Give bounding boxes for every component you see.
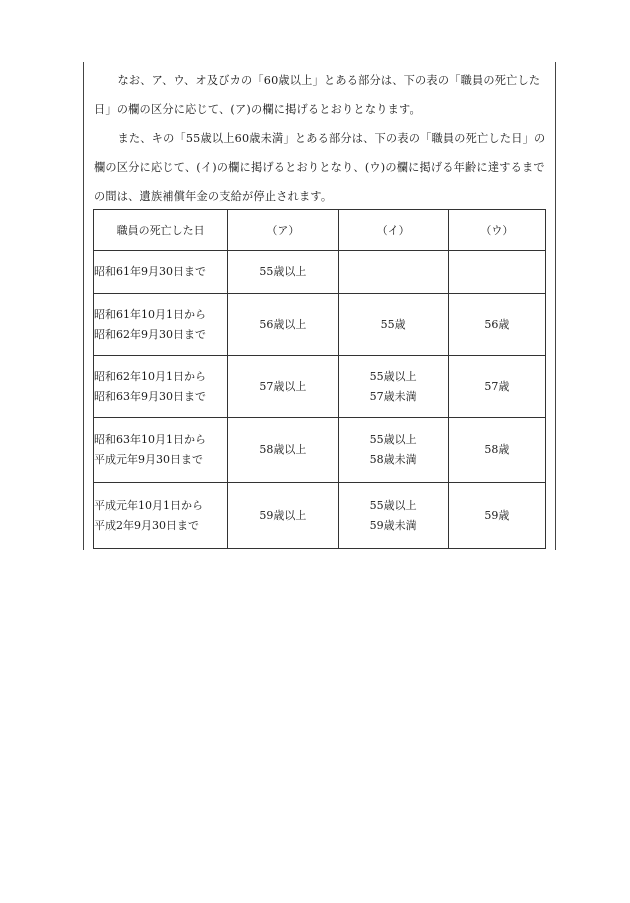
date-line: 昭和61年9月30日まで [94, 265, 206, 278]
date-line: 平成元年9月30日まで [94, 453, 203, 466]
header-column-u: （ウ） [448, 210, 545, 251]
column-u-cell [448, 251, 545, 294]
death-date-cell [94, 483, 228, 549]
age-value: 58歳未満 [369, 453, 417, 466]
column-i-cell [338, 483, 448, 549]
column-a-cell [228, 294, 338, 356]
age-value: 59歳 [484, 508, 510, 522]
age-value: 57歳未満 [369, 389, 417, 403]
column-u-cell [448, 483, 545, 549]
column-i-cell [338, 294, 448, 356]
date-line: 平成元年10月1日から [94, 498, 203, 512]
date-line: 昭和61年10月1日から [94, 307, 206, 321]
header-death-date: 職員の死亡した日 [94, 210, 228, 251]
table-row [94, 356, 546, 418]
table-row [94, 251, 546, 294]
table-row [94, 294, 546, 356]
left-margin-rule [83, 62, 84, 550]
table-row [94, 418, 546, 483]
column-u-cell [448, 356, 545, 418]
paragraph-line: なお、ア、ウ、オ及びカの「60歳以上」とある部分は、下の表の「職員の死亡 [117, 74, 518, 87]
age-value: 55歳以上 [369, 369, 417, 383]
body-text [94, 66, 546, 211]
column-u-cell [448, 294, 545, 356]
paragraph-age-a [94, 66, 546, 124]
age-value: 55歳以上 [369, 433, 417, 446]
right-margin-rule [555, 62, 556, 550]
paragraph-line: また、キの「55歳以上60歳未満」とある部分は、下の表の「職員の死亡した日」 [117, 132, 534, 145]
death-date-cell [94, 418, 228, 483]
paragraph-age-i-u [94, 124, 546, 211]
date-line: 昭和63年10月1日から [94, 433, 206, 446]
paragraph-line: の欄の区分に応じて、(イ)の欄に掲げるとおりとなり、(ウ)の欄に掲げる年齢に [94, 132, 546, 174]
date-line: 平成2年9月30日まで [94, 518, 199, 532]
column-a-cell [228, 251, 338, 294]
date-line: 昭和62年10月1日から [94, 369, 206, 383]
age-value: 56歳 [484, 317, 510, 331]
column-i-cell [338, 418, 448, 483]
column-a-cell [228, 483, 338, 549]
paragraph-line: 達するまでの間は、遺族補償年金の支給が停止されます。 [94, 161, 545, 203]
age-value: 57歳 [484, 379, 510, 393]
table-header-row [94, 210, 546, 251]
death-date-cell [94, 251, 228, 294]
age-value: 56歳以上 [259, 317, 307, 331]
date-line: 昭和63年9月30日まで [94, 389, 206, 403]
death-date-cell [94, 356, 228, 418]
age-value: 58歳 [484, 443, 510, 456]
column-a-cell [228, 356, 338, 418]
age-value: 55歳以上 [259, 265, 307, 278]
column-a-cell [228, 418, 338, 483]
age-transition-table [93, 209, 546, 549]
age-value: 59歳未満 [369, 518, 417, 532]
death-date-cell [94, 294, 228, 356]
column-i-cell [338, 251, 448, 294]
date-line: 昭和62年9月30日まで [94, 327, 206, 341]
header-column-i: （イ） [338, 210, 448, 251]
header-column-a: （ア） [228, 210, 338, 251]
age-value: 55歳 [380, 317, 406, 331]
age-value: 58歳以上 [259, 443, 307, 456]
age-value: 59歳以上 [259, 508, 307, 522]
age-value: 57歳以上 [259, 379, 307, 393]
column-u-cell [448, 418, 545, 483]
age-value: 55歳以上 [369, 498, 417, 512]
paragraph-line: した日」の欄の区分に応じて、(ア)の欄に掲げるとおりとなります。 [94, 74, 541, 116]
table-row [94, 483, 546, 549]
column-i-cell [338, 356, 448, 418]
